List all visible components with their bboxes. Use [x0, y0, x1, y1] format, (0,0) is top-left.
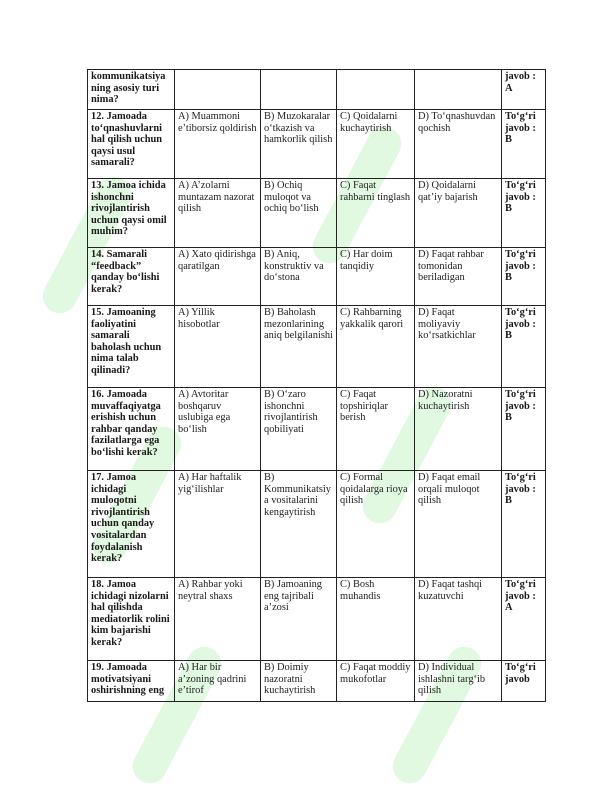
question-cell: 13. Jamoa ichida ishonchni rivojlantirish uchun qaysi omil muhim? [88, 179, 175, 248]
option-c-cell: C) Faqat topshiriqlar berish [337, 388, 415, 471]
table-row [88, 578, 546, 661]
answer-cell: To‘g‘ri javob : B [502, 388, 546, 471]
answer-cell: To‘g‘ri javob : B [502, 179, 546, 248]
option-d-cell: D) Faqat email orqali muloqot qilish [415, 471, 502, 578]
answer-cell: To‘g‘ri javob : B [502, 110, 546, 179]
table-row [88, 471, 546, 578]
table-row [88, 661, 546, 702]
option-c-cell: C) Qoidalarni kuchaytirish [337, 110, 415, 179]
option-c-cell: C) Formal qoidalarga rioya qilish [337, 471, 415, 578]
question-cell: 16. Jamoada muvaffaqiyatga erishish uchun rahbar qanday fazilatlarga ega bo‘lishi kerak? [88, 388, 175, 471]
option-d-cell: D) Faqat tashqi kuzatuvchi [415, 578, 502, 661]
option-c-cell [337, 70, 415, 110]
table-row [88, 179, 546, 248]
option-c-cell: C) Har doim tanqidiy [337, 248, 415, 306]
table-row [88, 388, 546, 471]
option-d-cell: D) Qoidalarni qat’iy bajarish [415, 179, 502, 248]
option-d-cell: D) Faqat moliyaviy ko‘rsatkichlar [415, 306, 502, 388]
answer-cell: To‘g‘ri javob : B [502, 248, 546, 306]
option-a-cell: A) Rahbar yoki neytral shaxs [175, 578, 261, 661]
option-d-cell: D) To‘qnashuvdan qochish [415, 110, 502, 179]
option-d-cell: D) Faqat rahbar tomonidan beriladigan [415, 248, 502, 306]
table-row [88, 70, 546, 110]
answer-cell: To‘g‘ri javob [502, 661, 546, 702]
table-row [88, 110, 546, 179]
option-a-cell: A) Xato qidirishga qaratilgan [175, 248, 261, 306]
question-cell: 12. Jamoada to‘qnashuvlarni hal qilish uchun qaysi usul samarali? [88, 110, 175, 179]
answer-cell: To‘g‘ri javob : B [502, 471, 546, 578]
option-b-cell: B) Jamoaning eng tajribali a’zosi [261, 578, 337, 661]
option-b-cell: B) Doimiy nazoratni kuchaytirish [261, 661, 337, 702]
option-b-cell: B) Baholash mezonlarining aniq belgilanishi [261, 306, 337, 388]
option-c-cell: C) Bosh muhandis [337, 578, 415, 661]
table-row [88, 306, 546, 388]
option-a-cell: A) Avtoritar boshqaruv uslubiga ega bo‘lish [175, 388, 261, 471]
option-a-cell: A) Har bir a’zoning qadrini e’tirof [175, 661, 261, 702]
option-a-cell: A) Muammoni e’tiborsiz qoldirish [175, 110, 261, 179]
option-b-cell: B) Ochiq muloqot va ochiq bo‘lish [261, 179, 337, 248]
option-a-cell: A) Yillik hisobotlar [175, 306, 261, 388]
question-cell: 18. Jamoa ichidagi nizolarni hal qilishda mediatorlik rolini kim bajarishi kerak? [88, 578, 175, 661]
option-b-cell [261, 70, 337, 110]
option-c-cell: C) Faqat rahbarni tinglash [337, 179, 415, 248]
question-cell: kommunikatsiya ning asosiy turi nima? [88, 70, 175, 110]
option-c-cell: C) Faqat moddiy mukofotlar [337, 661, 415, 702]
option-b-cell: B) Muzokaralar o‘tkazish va hamkorlik qilish [261, 110, 337, 179]
option-c-cell: C) Rahbarning yakkalik qarori [337, 306, 415, 388]
answer-cell: javob : A [502, 70, 546, 110]
option-d-cell: D) Individual ishlashni targ‘ib qilish [415, 661, 502, 702]
option-a-cell: A) Har haftalik yig‘ilishlar [175, 471, 261, 578]
option-b-cell: B) Aniq, konstruktiv va do‘stona [261, 248, 337, 306]
question-cell: 15. Jamoaning faoliyatini samarali baholash uchun nima talab qilinadi? [88, 306, 175, 388]
question-cell: 17. Jamoa ichidagi muloqotni rivojlantirish uchun qanday vositalardan foydalanish kerak? [88, 471, 175, 578]
option-a-cell [175, 70, 261, 110]
question-cell: 19. Jamoada motivatsiyani oshirishning eng [88, 661, 175, 702]
table-row [88, 248, 546, 306]
option-a-cell: A) A’zolarni muntazam nazorat qilish [175, 179, 261, 248]
option-d-cell [415, 70, 502, 110]
option-b-cell: B) Kommunikatsiya vositalarini kengaytirish [261, 471, 337, 578]
option-d-cell: D) Nazoratni kuchaytirish [415, 388, 502, 471]
quiz-table [87, 69, 546, 702]
answer-cell: To‘g‘ri javob : A [502, 578, 546, 661]
option-b-cell: B) O‘zaro ishonchni rivojlantirish qobiliyati [261, 388, 337, 471]
answer-cell: To‘g‘ri javob : B [502, 306, 546, 388]
question-cell: 14. Samarali “feedback” qanday bo‘lishi kerak? [88, 248, 175, 306]
